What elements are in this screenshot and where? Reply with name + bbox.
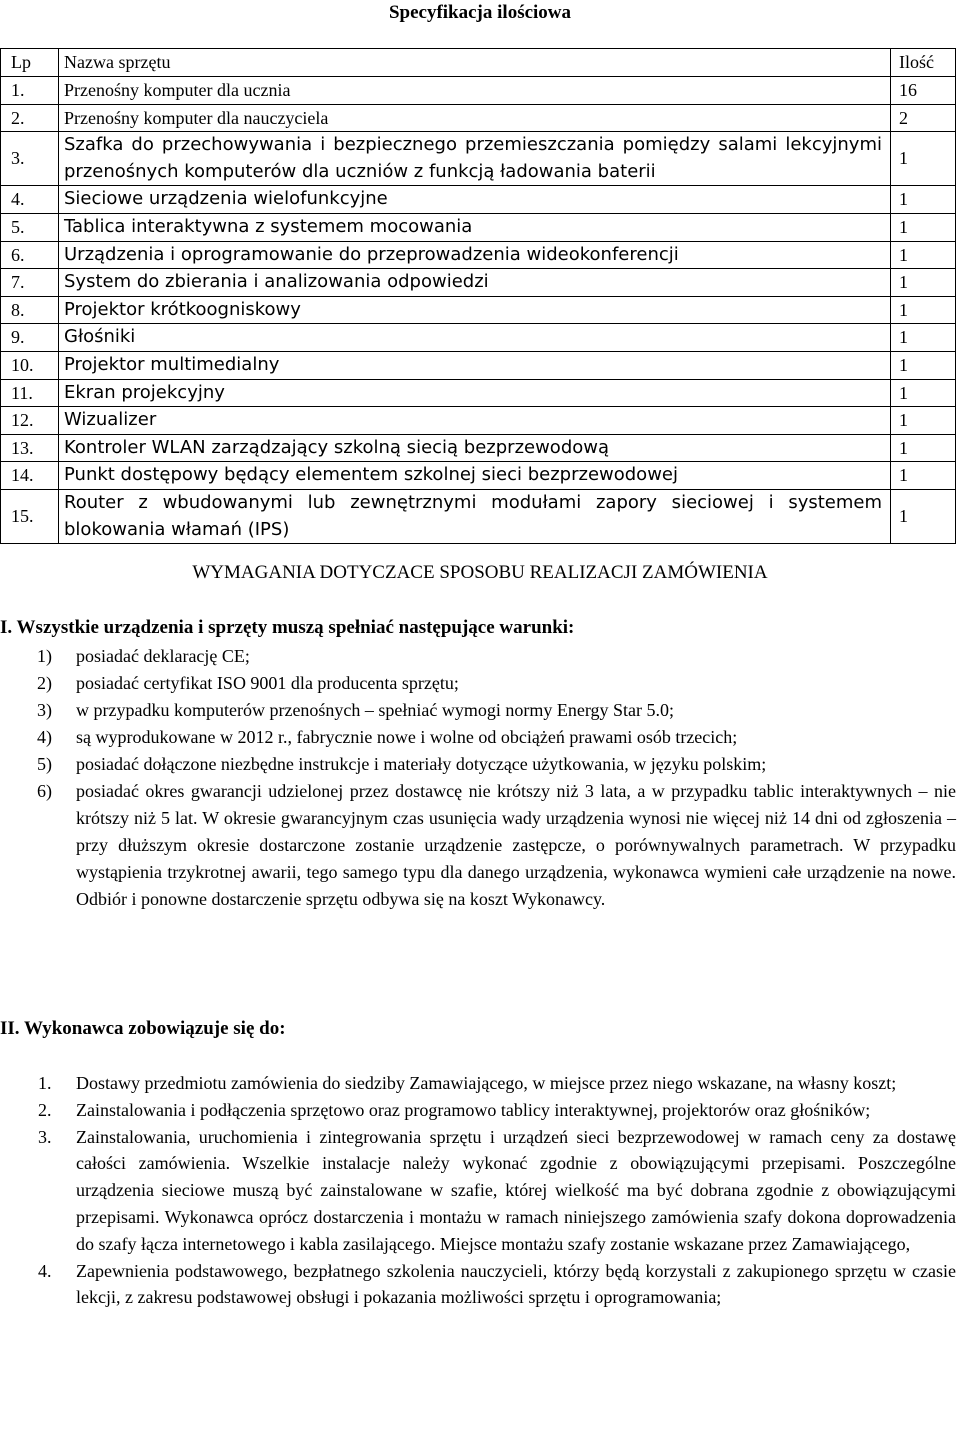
row-name: Punkt dostępowy będący elementem szkolnej sieci bezprzewodowej xyxy=(59,462,891,490)
section1-heading: I. Wszystkie urządzenia i sprzęty muszą spełniać następujące warunki: xyxy=(0,617,575,638)
row-lp: 12. xyxy=(1,407,59,435)
equipment-table xyxy=(0,48,956,544)
row-lp: 6. xyxy=(1,241,59,269)
list-item xyxy=(0,697,956,724)
list-marker: 3. xyxy=(38,1126,52,1147)
list-marker: 1) xyxy=(37,646,52,666)
list-item xyxy=(0,670,956,697)
table-row xyxy=(1,379,956,407)
row-qty: 1 xyxy=(891,269,956,297)
header-name: Nazwa sprzętu xyxy=(59,49,891,77)
row-name: Sieciowe urządzenia wielofunkcyjne xyxy=(59,186,891,214)
row-lp: 10. xyxy=(1,351,59,379)
list-item-text: Dostawy przedmiotu zamówienia do siedziby Zamawiającego, w miejsce przez niego wskazane, na własny koszt; xyxy=(76,1073,897,1093)
list-item-text: posiadać certyfikat ISO 9001 dla producenta sprzętu; xyxy=(76,673,459,693)
table-row xyxy=(1,489,956,543)
row-qty: 1 xyxy=(891,351,956,379)
table-row xyxy=(1,407,956,435)
row-qty: 1 xyxy=(891,324,956,352)
page-title: Specyfikacja ilościowa xyxy=(388,2,572,23)
table-row xyxy=(1,77,956,105)
row-qty: 16 xyxy=(891,77,956,105)
table-row xyxy=(1,351,956,379)
row-qty: 1 xyxy=(891,296,956,324)
row-name: Router z wbudowanymi lub zewnętrznymi modułami zapory sieciowej i systemem blokowania włamań (IPS) xyxy=(59,489,891,543)
row-name: Projektor multimedialny xyxy=(59,351,891,379)
table-row xyxy=(1,104,956,132)
list-marker: 6) xyxy=(37,781,52,801)
row-name: Urządzenia i oprogramowanie do przeprowadzenia wideokonferencji xyxy=(59,241,891,269)
row-lp: 9. xyxy=(1,324,59,352)
row-name: Przenośny komputer dla nauczyciela xyxy=(59,104,891,132)
list-item xyxy=(0,1097,956,1124)
table-row xyxy=(1,434,956,462)
row-qty: 1 xyxy=(891,186,956,214)
row-name: Głośniki xyxy=(59,324,891,352)
list-item xyxy=(0,1258,956,1312)
row-lp: 5. xyxy=(1,213,59,241)
section2-list xyxy=(0,1070,956,1311)
list-item-text: są wyprodukowane w 2012 r., fabrycznie nowe i wolne od obciążeń prawami osób trzecich; xyxy=(76,727,738,747)
row-qty: 1 xyxy=(891,434,956,462)
list-item xyxy=(0,1070,956,1097)
list-item-text: posiadać okres gwarancji udzielonej przez dostawcę nie krótszy niż 3 lata, a w przypadku tablic interaktywnych – nie krótszy niż 5 lat. W okresie gwarancyjnym czas usunięcia wady urządzenia wynosi nie więcej niż 14 dni od zgłoszenia – przy dłuższym okresie dostarczone zostanie urządzenie zastępcze, o porównywalnych parametrach. W przypadku wystąpienia trzykrotnej awarii, tego samego typu dla danego urządzenia, wykonawca wymieni całe urządzenie na nowe. Odbiór i ponowne dostarczenie sprzętu odbywa się na koszt Wykonawcy. xyxy=(76,781,956,909)
table-row xyxy=(1,296,956,324)
row-qty: 2 xyxy=(891,104,956,132)
row-lp: 15. xyxy=(1,489,59,543)
row-lp: 13. xyxy=(1,434,59,462)
row-name: Przenośny komputer dla ucznia xyxy=(59,77,891,105)
table-row xyxy=(1,269,956,297)
row-name: Tablica interaktywna z systemem mocowania xyxy=(59,213,891,241)
row-name: Kontroler WLAN zarządzający szkolną siecią bezprzewodową xyxy=(59,434,891,462)
list-item-text: Zainstalowania, uruchomienia i zintegrowania sprzętu i urządzeń sieci bezprzewodowej w ramach ceny za dostawę całości zamówienia. Wszelkie instalacje należy wykonać zgodnie z obowiązującymi przepisami. Poszczególne urządzenia sieciowe muszą być zainstalowane w szafie, której wielkość ma być dobrana zgodnie z obowiązującymi przepisami. Wykonawca oprócz dostarczenia i montażu w ramach niniejszego zamówienia szafy dokona doprowadzenia do szafy łącza internetowego i kabla zasilającego. Miejsce montażu szafy zostanie wskazane przez Zamawiającego, xyxy=(76,1126,956,1254)
row-name: Ekran projekcyjny xyxy=(59,379,891,407)
row-qty: 1 xyxy=(891,489,956,543)
row-lp: 8. xyxy=(1,296,59,324)
list-item xyxy=(0,751,956,778)
list-item-text: Zapewnienia podstawowego, bezpłatnego szkolenia nauczycieli, którzy będą korzystali z zakupionego sprzętu w czasie lekcji, z zakresu podstawowej obsługi i pokazania możliwości sprzętu i oprogramowania; xyxy=(76,1260,956,1308)
list-item xyxy=(0,724,956,751)
row-qty: 1 xyxy=(891,462,956,490)
row-lp: 1. xyxy=(1,77,59,105)
table-header-row xyxy=(1,49,956,77)
section2-heading: II. Wykonawca zobowiązuje się do: xyxy=(0,1018,286,1039)
row-name: System do zbierania i analizowania odpowiedzi xyxy=(59,269,891,297)
list-item-text: posiadać deklarację CE; xyxy=(76,646,250,666)
requirements-heading: WYMAGANIA DOTYCZACE SPOSOBU REALIZACJI ZAMÓWIENIA xyxy=(192,562,768,583)
list-marker: 2. xyxy=(38,1099,52,1120)
list-item xyxy=(0,778,956,913)
row-name: Wizualizer xyxy=(59,407,891,435)
list-item xyxy=(0,643,956,670)
table-row xyxy=(1,462,956,490)
list-item-text: w przypadku komputerów przenośnych – spełniać wymogi normy Energy Star 5.0; xyxy=(76,700,675,720)
row-qty: 1 xyxy=(891,379,956,407)
row-qty: 1 xyxy=(891,407,956,435)
table-row xyxy=(1,213,956,241)
list-marker: 1. xyxy=(38,1073,52,1093)
row-qty: 1 xyxy=(891,213,956,241)
row-qty: 1 xyxy=(891,132,956,186)
row-qty: 1 xyxy=(891,241,956,269)
list-item-text: Zainstalowania i podłączenia sprzętowo oraz programowo tablicy interaktywnej, projektorów oraz głośników; xyxy=(76,1099,871,1120)
table-row xyxy=(1,241,956,269)
row-name: Szafka do przechowywania i bezpiecznego przemieszczania pomiędzy salami lekcyjnymi przenośnych komputerów dla uczniów z funkcją ładowania baterii xyxy=(59,132,891,186)
list-item xyxy=(0,1124,956,1258)
table-row xyxy=(1,186,956,214)
row-lp: 3. xyxy=(1,132,59,186)
row-lp: 4. xyxy=(1,186,59,214)
header-lp: Lp xyxy=(1,49,59,77)
list-marker: 5) xyxy=(37,754,52,774)
list-marker: 4) xyxy=(37,727,52,747)
list-marker: 3) xyxy=(37,700,52,720)
row-lp: 2. xyxy=(1,104,59,132)
list-marker: 4. xyxy=(38,1260,52,1281)
table-row xyxy=(1,324,956,352)
row-name: Projektor krótkoogniskowy xyxy=(59,296,891,324)
row-lp: 7. xyxy=(1,269,59,297)
table-row xyxy=(1,132,956,186)
list-marker: 2) xyxy=(37,673,52,693)
section1-list xyxy=(0,643,956,913)
header-qty: Ilość xyxy=(891,49,956,77)
row-lp: 14. xyxy=(1,462,59,490)
row-lp: 11. xyxy=(1,379,59,407)
list-item-text: posiadać dołączone niezbędne instrukcje i materiały dotyczące użytkowania, w języku polskim; xyxy=(76,754,767,774)
